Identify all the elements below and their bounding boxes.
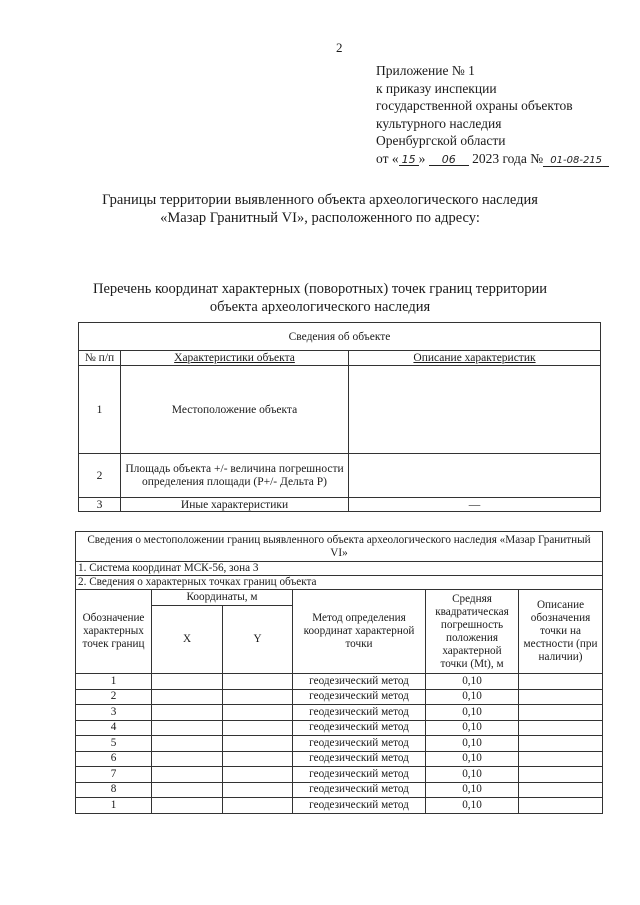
cell-method: геодезический метод <box>293 674 426 690</box>
date-mid: » <box>418 150 426 166</box>
cell-point: 4 <box>76 720 152 736</box>
cell-method: геодезический метод <box>293 798 426 814</box>
table-row <box>76 720 603 736</box>
cell-desc <box>519 751 603 767</box>
row-desc <box>349 366 601 454</box>
cell-method: геодезический метод <box>293 767 426 783</box>
appendix-line: Приложение № 1 <box>376 63 475 78</box>
cell-error: 0,10 <box>426 767 519 783</box>
date-year: 2023 года № <box>472 150 544 166</box>
cell-error: 0,10 <box>426 689 519 705</box>
cell-y <box>223 751 293 767</box>
title-line: «Мазар Гранитный VI», расположенного по адресу: <box>160 210 480 226</box>
cell-method: геодезический метод <box>293 736 426 752</box>
header-x: X <box>152 606 223 674</box>
cell-error: 0,10 <box>426 705 519 721</box>
table-row <box>76 767 603 783</box>
cell-x <box>152 751 223 767</box>
appendix-block <box>376 62 609 168</box>
cell-y <box>223 767 293 783</box>
appendix-date-line <box>376 150 609 168</box>
cell-y <box>223 720 293 736</box>
row-desc <box>349 454 601 498</box>
header-characteristic: Характеристики объекта <box>121 351 349 366</box>
coord-system-row: 1. Система координат МСК-56, зона 3 <box>76 562 603 576</box>
list-title <box>0 280 640 316</box>
cell-desc <box>519 689 603 705</box>
header-coords: Координаты, м <box>152 590 293 606</box>
cell-method: геодезический метод <box>293 720 426 736</box>
appendix-line: к приказу инспекции <box>376 80 497 96</box>
table-row <box>76 736 603 752</box>
cell-desc <box>519 674 603 690</box>
object-table-caption: Сведения об объекте <box>79 323 601 351</box>
cell-y <box>223 782 293 798</box>
row-desc: — <box>349 498 601 512</box>
cell-point: 5 <box>76 736 152 752</box>
points-rows <box>76 674 603 814</box>
appendix-line: культурного наследия <box>376 115 502 131</box>
cell-desc <box>519 767 603 783</box>
date-day: 15 <box>399 154 419 166</box>
cell-error: 0,10 <box>426 720 519 736</box>
header-point-description: Описание обозначения точки на местности (при наличии) <box>519 590 603 674</box>
header-description: Описание характеристик <box>349 351 601 366</box>
date-month: 06 <box>429 154 469 166</box>
table-row <box>76 798 603 814</box>
cell-y <box>223 689 293 705</box>
header-designation: Обозначение характерных точек границ <box>76 590 152 674</box>
cell-x <box>152 720 223 736</box>
row-name: Иные характеристики <box>121 498 349 512</box>
points-info-row: 2. Сведения о характерных точках границ объекта <box>76 576 603 590</box>
header-num: № п/п <box>79 351 121 366</box>
cell-point: 7 <box>76 767 152 783</box>
table-row <box>76 689 603 705</box>
cell-y <box>223 674 293 690</box>
table-row <box>76 705 603 721</box>
cell-method: геодезический метод <box>293 751 426 767</box>
object-info-table <box>78 322 601 512</box>
cell-desc <box>519 720 603 736</box>
cell-point: 6 <box>76 751 152 767</box>
points-table <box>75 531 603 814</box>
page-number: 2 <box>336 40 343 55</box>
cell-point: 1 <box>76 798 152 814</box>
cell-x <box>152 798 223 814</box>
cell-error: 0,10 <box>426 798 519 814</box>
cell-x <box>152 689 223 705</box>
appendix-line: Оренбургской области <box>376 133 506 149</box>
points-table-caption: Сведения о местоположении границ выявленного объекта археологического наследия «Мазар Гранитный VI» <box>76 532 603 562</box>
order-number: 01-08-215 <box>543 155 609 167</box>
cell-point: 2 <box>76 689 152 705</box>
date-prefix: от « <box>376 150 399 166</box>
cell-method: геодезический метод <box>293 705 426 721</box>
row-num: 3 <box>79 498 121 512</box>
cell-desc <box>519 705 603 721</box>
header-y: Y <box>223 606 293 674</box>
cell-desc <box>519 798 603 814</box>
row-num: 2 <box>79 454 121 498</box>
cell-y <box>223 705 293 721</box>
cell-x <box>152 736 223 752</box>
row-name: Местоположение объекта <box>121 366 349 454</box>
table-row <box>76 751 603 767</box>
cell-point: 1 <box>76 674 152 690</box>
cell-error: 0,10 <box>426 674 519 690</box>
cell-desc <box>519 736 603 752</box>
header-error: Средняя квадратическая погрешность положения характерной точки (Mt), м <box>426 590 519 674</box>
table-row <box>76 782 603 798</box>
cell-error: 0,10 <box>426 782 519 798</box>
cell-point: 8 <box>76 782 152 798</box>
cell-error: 0,10 <box>426 751 519 767</box>
list-title-line: объекта археологического наследия <box>209 299 431 315</box>
cell-point: 3 <box>76 705 152 721</box>
cell-x <box>152 782 223 798</box>
cell-method: геодезический метод <box>293 782 426 798</box>
document-title <box>0 191 640 227</box>
cell-x <box>152 674 223 690</box>
cell-x <box>152 705 223 721</box>
table-row <box>76 674 603 690</box>
appendix-line: государственной охраны объектов <box>376 98 573 114</box>
list-title-line: Перечень координат характерных (поворотных) точек границ территории <box>92 281 548 297</box>
cell-error: 0,10 <box>426 736 519 752</box>
cell-method: геодезический метод <box>293 689 426 705</box>
cell-desc <box>519 782 603 798</box>
header-method: Метод определения координат характерной точки <box>293 590 426 674</box>
cell-y <box>223 798 293 814</box>
row-num: 1 <box>79 366 121 454</box>
row-name: Площадь объекта +/- величина погрешности определения площади (P+/- Дельта P) <box>121 454 349 498</box>
cell-x <box>152 767 223 783</box>
title-line: Границы территории выявленного объекта археологического наследия <box>102 192 538 208</box>
cell-y <box>223 736 293 752</box>
